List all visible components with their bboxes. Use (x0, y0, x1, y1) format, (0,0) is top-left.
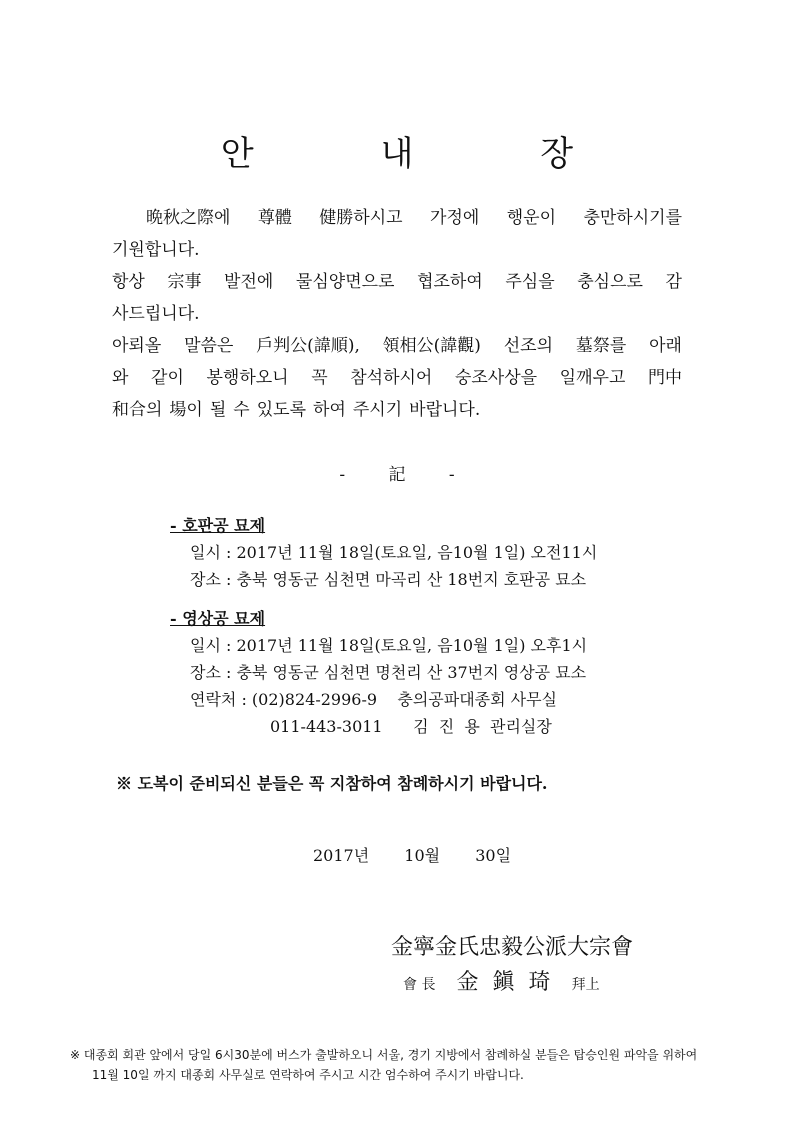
event-location: 장소 : 충북 영동군 심천면 마곡리 산 18번지 호판공 묘소 (190, 570, 587, 589)
dash: - (448, 465, 455, 485)
word: 수 (233, 400, 250, 420)
word: 바랍니다. (409, 400, 481, 420)
word: 주심을 (505, 272, 555, 292)
word: 참석하시어 (350, 368, 433, 388)
word: 협조하여 (417, 272, 483, 292)
event-location: 장소 : 충북 영동군 심천면 명천리 산 37번지 영상공 묘소 (190, 663, 587, 682)
word: 봉행하오니 (206, 368, 289, 388)
word: 있도록 (256, 400, 307, 420)
intro-paragraph (112, 202, 682, 426)
word: 宗事 (167, 272, 202, 292)
word: 領相公(諱觀) (382, 336, 481, 356)
event-contact-2: 011-443-3011 김 진 용 관리실장 (270, 717, 552, 736)
word: 戶判公(諱順), (256, 336, 360, 356)
word: 墓祭를 (575, 336, 627, 356)
event-heading: - 영상공 묘제 (170, 609, 266, 628)
footer-note (70, 1045, 730, 1085)
intro-line (112, 394, 682, 426)
signature-role: 會 長 (403, 977, 436, 993)
footer-line: 11월 10일 까지 대종회 사무실로 연락하여 주시고 시간 엄수하여 주시기 바랍니다. (92, 1068, 524, 1082)
organization-name: 金寧金氏忠毅公派大宗會 (391, 935, 634, 960)
word: 충만하시기를 (583, 208, 682, 228)
word: 말씀은 (184, 336, 234, 356)
word: 될 (209, 400, 227, 420)
word: 사드립니다. (112, 304, 200, 324)
signature-suffix: 拜上 (571, 977, 600, 993)
event-datetime: 일시 : 2017년 11월 18일(토요일, 음10월 1일) 오전11시 (190, 543, 598, 562)
event-yeongsanggong (170, 605, 587, 740)
date-year: 2017년 (313, 846, 370, 865)
signature-name: 金 鎭 琦 (456, 970, 551, 995)
intro-line (112, 298, 682, 330)
word: 門中 (647, 368, 682, 388)
intro-line (112, 362, 682, 394)
word: 하여 (313, 400, 346, 420)
word: 尊體 (257, 208, 292, 228)
signature (403, 965, 600, 996)
word: 항상 (112, 272, 145, 292)
word: 꼭 (311, 368, 328, 388)
intro-line (112, 234, 682, 266)
word: 같이 (151, 368, 184, 388)
word: 기원합니다. (112, 240, 200, 260)
page-title: 안 내 장 (220, 134, 632, 174)
word: 가정에 (430, 208, 480, 228)
word: 행운이 (506, 208, 557, 228)
event-heading: - 호판공 묘제 (170, 516, 266, 535)
intro-line (112, 330, 682, 362)
event-hopangong (170, 512, 597, 593)
date-month: 10월 (404, 846, 441, 865)
word: 충심으로 (577, 272, 643, 292)
word: 물심양면으로 (295, 272, 395, 292)
word: 晩秋之際에 (146, 208, 231, 228)
word: 감 (665, 272, 682, 292)
dress-note: ※ 도복이 준비되신 분들은 꼭 지참하여 참례하시기 바랍니다. (116, 774, 548, 793)
word: 場이 (169, 400, 203, 420)
word: 아래 (649, 336, 682, 356)
event-datetime: 일시 : 2017년 11월 18일(토요일, 음10월 1일) 오후1시 (190, 636, 588, 655)
word: 숭조사상을 (454, 368, 538, 388)
dash: - (339, 465, 346, 485)
event-contact: 연락처 : (02)824-2996-9 충의공파대종회 사무실 (190, 690, 558, 709)
ki-label: 記 (388, 465, 406, 485)
footer-line: ※ 대종회 회관 앞에서 당일 6시30분에 버스가 출발하오니 서울, 경기 지방에서 참례하실 분들은 탑승인원 파악을 위하여 (70, 1048, 698, 1062)
intro-line (112, 266, 682, 298)
word: 아뢰올 (112, 336, 162, 356)
date-day: 30일 (475, 846, 512, 865)
word: 와 (112, 368, 129, 388)
word: 일깨우고 (559, 368, 626, 388)
ki-heading (0, 460, 794, 485)
word: 주시기 (352, 400, 403, 420)
word: 발전에 (224, 272, 274, 292)
word: 健勝하시고 (319, 208, 403, 228)
word: 和合의 (112, 400, 163, 420)
intro-line (112, 202, 682, 234)
word: 선조의 (503, 336, 554, 356)
issue-date (313, 843, 541, 866)
